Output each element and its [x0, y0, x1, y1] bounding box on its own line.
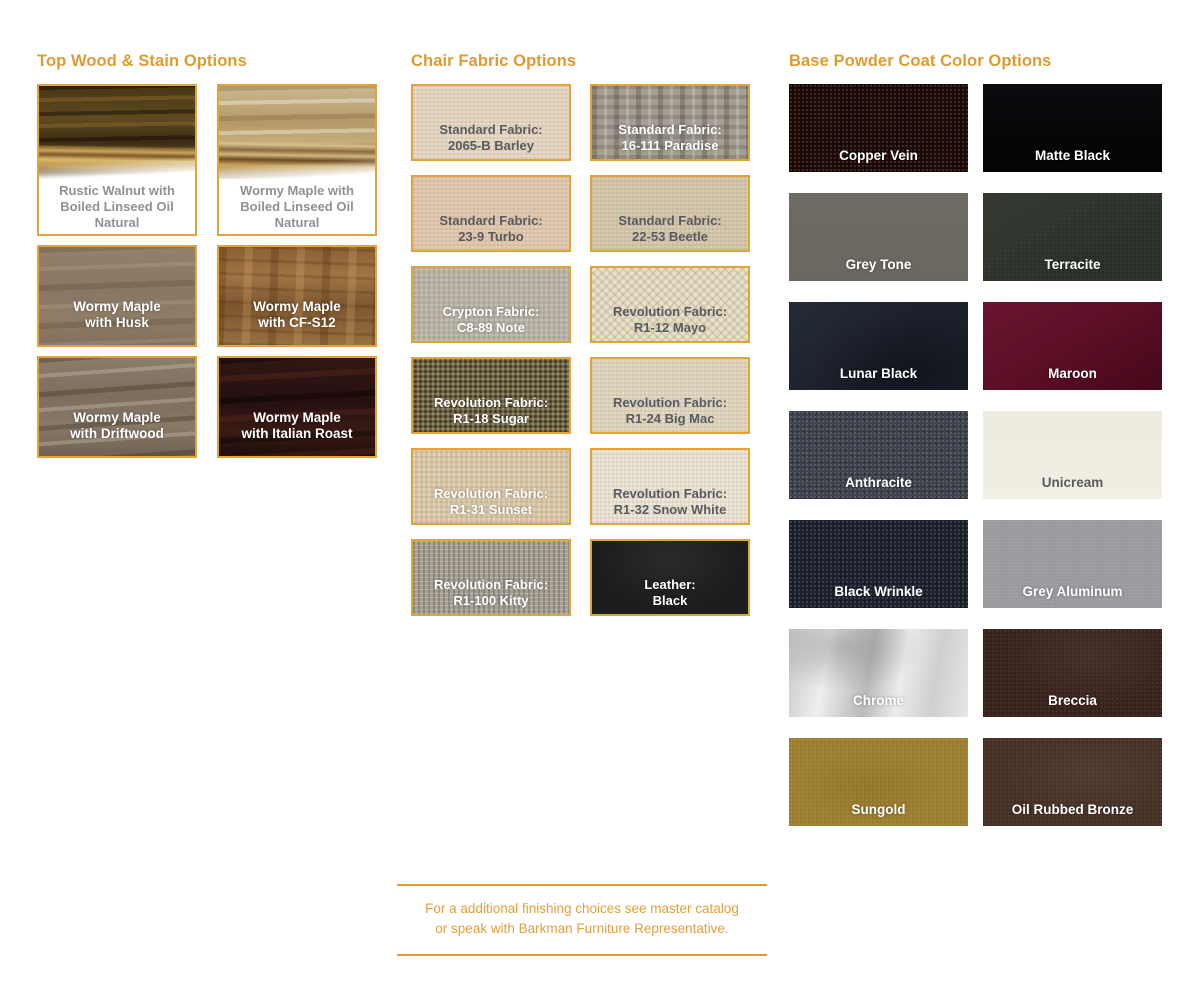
swatch-label: Standard Fabric: 22-53 Beetle — [618, 213, 722, 244]
swatch-wormy-maple-italian-roast — [217, 356, 377, 458]
swatch-fabric-barley — [411, 84, 571, 161]
wood-photo-rustic-walnut — [39, 86, 195, 179]
swatch-label: Leather: Black — [644, 577, 696, 608]
swatch-label: Revolution Fabric: R1-12 Mayo — [612, 304, 728, 335]
swatch-sungold — [789, 738, 968, 826]
footer-note — [397, 884, 767, 956]
swatch-fabric-note — [411, 266, 571, 343]
swatch-label: Sungold — [851, 802, 906, 817]
swatch-label: Standard Fabric: 16-111 Paradise — [618, 122, 722, 153]
swatch-copper-vein — [789, 84, 968, 172]
swatch-fabric-big-mac — [590, 357, 750, 434]
swatch-label: Unicream — [1041, 475, 1104, 490]
swatch-label: Revolution Fabric: R1-31 Sunset — [433, 486, 549, 517]
swatch-label: Revolution Fabric: R1-32 Snow White — [612, 486, 728, 517]
swatch-label: Maroon — [1048, 366, 1097, 381]
swatch-fabric-beetle — [590, 175, 750, 252]
swatch-fabric-kitty — [411, 539, 571, 616]
swatch-label: Oil Rubbed Bronze — [1011, 802, 1134, 817]
swatch-label: Black Wrinkle — [834, 584, 923, 599]
swatch-label: Rustic Walnut with Boiled Linseed Oil Natural — [39, 179, 195, 234]
swatch-label: Standard Fabric: 2065-B Barley — [439, 122, 543, 153]
swatch-wormy-maple-blo — [217, 84, 377, 236]
fabric-swatch-grid — [411, 84, 751, 616]
powder-coat-options-title: Base Powder Coat Color Options — [789, 52, 1052, 70]
wood-options-section — [37, 52, 378, 458]
powder-swatch-grid — [789, 84, 1163, 826]
swatch-matte-black — [983, 84, 1162, 172]
swatch-anthracite — [789, 411, 968, 499]
swatch-label: Standard Fabric: 23-9 Turbo — [439, 213, 543, 244]
swatch-wormy-maple-husk — [37, 245, 197, 347]
swatch-label: Wormy Maple with Boiled Linseed Oil Natural — [219, 179, 375, 234]
swatch-grey-tone — [789, 193, 968, 281]
swatch-label: Wormy Maple with Italian Roast — [241, 410, 353, 441]
swatch-label: Breccia — [1048, 693, 1097, 708]
swatch-fabric-sugar — [411, 357, 571, 434]
swatch-label: Revolution Fabric: R1-24 Big Mac — [612, 395, 728, 426]
swatch-label: Revolution Fabric: R1-18 Sugar — [433, 395, 549, 426]
swatch-fabric-mayo — [590, 266, 750, 343]
swatch-label: Anthracite — [845, 475, 912, 490]
powder-coat-options-section — [789, 52, 1163, 826]
swatch-wormy-maple-driftwood — [37, 356, 197, 458]
swatch-label: Wormy Maple with CF-S12 — [253, 299, 341, 330]
swatch-fabric-snow-white — [590, 448, 750, 525]
swatch-fabric-turbo — [411, 175, 571, 252]
swatch-label: Wormy Maple with Husk — [73, 299, 161, 330]
swatch-label: Crypton Fabric: C8-89 Note — [442, 304, 540, 335]
swatch-label: Terracite — [1044, 257, 1101, 272]
fabric-options-section — [411, 52, 751, 616]
swatch-rustic-walnut-blo — [37, 84, 197, 236]
swatch-terracite — [983, 193, 1162, 281]
wood-photo-wormy-maple — [219, 86, 375, 179]
wood-swatch-grid — [37, 84, 378, 458]
swatch-lunar-black — [789, 302, 968, 390]
wood-options-title: Top Wood & Stain Options — [37, 52, 247, 70]
swatch-label: Wormy Maple with Driftwood — [70, 410, 164, 441]
swatch-wormy-maple-cf-s12 — [217, 245, 377, 347]
swatch-leather-black — [590, 539, 750, 616]
swatch-label: Grey Aluminum — [1022, 584, 1123, 599]
swatch-unicream — [983, 411, 1162, 499]
swatch-label: Revolution Fabric: R1-100 Kitty — [433, 577, 549, 608]
swatch-fabric-paradise — [590, 84, 750, 161]
swatch-maroon — [983, 302, 1162, 390]
swatch-label: Lunar Black — [839, 366, 918, 381]
swatch-label: Chrome — [852, 693, 904, 708]
swatch-breccia — [983, 629, 1162, 717]
swatch-black-wrinkle — [789, 520, 968, 608]
footer-note-line2: or speak with Barkman Furniture Representative. — [435, 921, 729, 936]
swatch-grey-aluminum — [983, 520, 1162, 608]
swatch-chrome — [789, 629, 968, 717]
swatch-label: Matte Black — [1034, 148, 1111, 163]
fabric-options-title: Chair Fabric Options — [411, 52, 577, 70]
footer-note-line1: For a additional finishing choices see master catalog — [425, 901, 739, 916]
swatch-label: Copper Vein — [839, 148, 918, 163]
swatch-oil-rubbed-bronze — [983, 738, 1162, 826]
swatch-fabric-sunset — [411, 448, 571, 525]
swatch-label: Grey Tone — [845, 257, 912, 272]
